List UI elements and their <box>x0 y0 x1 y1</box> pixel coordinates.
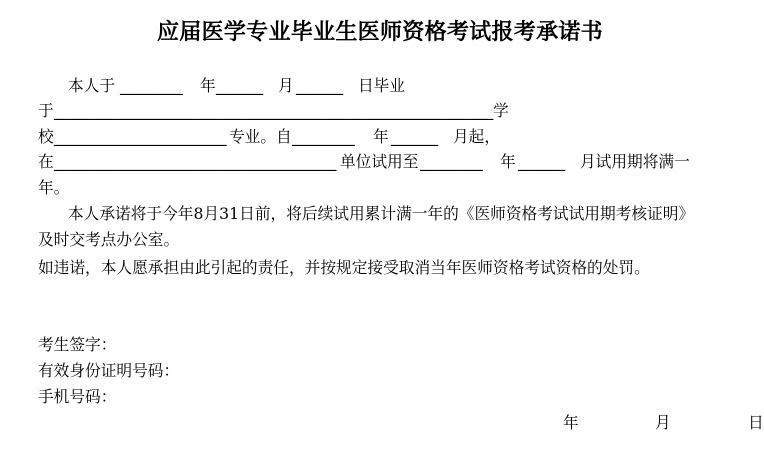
commitment-line-1 <box>0 201 760 227</box>
graduation-line-3 <box>0 124 760 150</box>
graduation-month-label: 月 <box>278 76 294 95</box>
penalty-line <box>0 255 760 281</box>
graduation-line-2 <box>0 98 760 124</box>
graduation-year-blank: ________ <box>120 76 183 95</box>
graduation-month-blank: ______ <box>216 76 264 95</box>
commitment-text-2: 及时交考点办公室。 <box>38 230 180 249</box>
graduation-year-label: 年 <box>200 76 216 95</box>
end-month-blank: ______ <box>518 152 566 171</box>
end-year-blank: ________ <box>420 152 483 171</box>
unit-blank: ____________________________________ <box>54 152 337 171</box>
date-day-label: 日 <box>748 413 764 432</box>
start-year-blank: ________ <box>292 127 355 146</box>
candidate-signature-label: 考生签字： <box>38 335 117 354</box>
school-suffix: 学 <box>493 101 509 120</box>
date-line <box>0 410 764 436</box>
id-number-label: 有效身份证明号码： <box>38 361 180 380</box>
commitment-line-2 <box>0 227 760 253</box>
graduation-line-1 <box>0 73 760 99</box>
graduation-day-blank: ______ <box>296 76 344 95</box>
graduation-line-4 <box>0 149 760 175</box>
phone-line <box>0 384 760 410</box>
school-prefix: 于 <box>38 101 54 120</box>
start-month-blank: ______ <box>391 127 439 146</box>
major-label: 专业。自 <box>229 127 292 146</box>
penalty-text: 如违诺，本人愿承担由此引起的责任，并按规定接受取消当年医师资格考试资格的处罚。 <box>38 258 650 277</box>
major-prefix: 校 <box>38 127 54 146</box>
id-number-line <box>0 358 760 384</box>
phone-label: 手机号码： <box>38 387 117 406</box>
end-suffix: 月试用期将满一 <box>580 152 690 171</box>
graduation-line-5-text: 年。 <box>38 178 70 197</box>
document-title: 应届医学专业毕业生医师资格考试报考承诺书 <box>156 19 603 45</box>
school-blank: ________________________________________________________ <box>54 101 494 120</box>
graduation-prefix: 本人于 <box>68 76 116 95</box>
unit-prefix: 在 <box>38 152 54 171</box>
date-month-label: 月 <box>655 413 671 432</box>
start-year-label: 年 <box>373 127 389 146</box>
date-year-label: 年 <box>563 413 579 432</box>
unit-label: 单位试用至 <box>340 152 419 171</box>
end-year-label: 年 <box>500 152 516 171</box>
graduation-suffix: 日毕业 <box>358 76 406 95</box>
start-suffix: 月起， <box>453 127 501 146</box>
commitment-text-1: 本人承诺将于今年8月31日前，将后续试用累计满一年的《医师资格考试试用期考核证明》 <box>68 204 695 223</box>
signature-line <box>0 332 760 358</box>
major-blank: ______________________ <box>54 127 227 146</box>
graduation-line-5 <box>0 175 760 201</box>
